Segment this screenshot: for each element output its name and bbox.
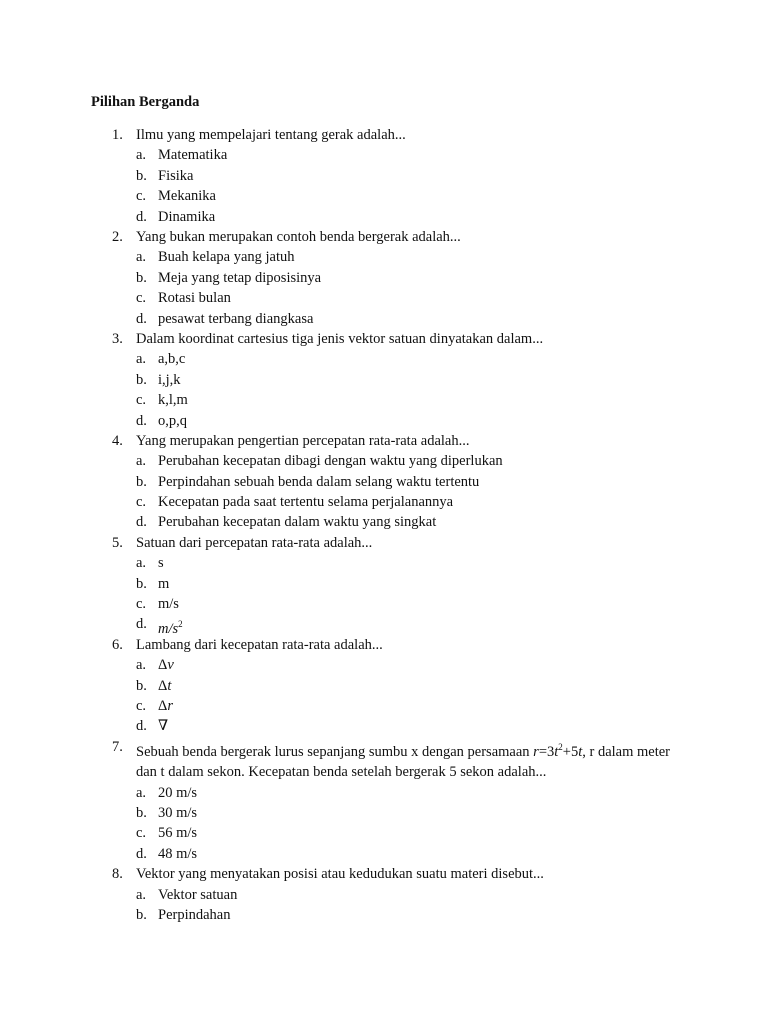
option-text: Dinamika bbox=[158, 208, 216, 225]
option-letter: c. bbox=[136, 596, 147, 613]
option-text: 30 m/s bbox=[158, 805, 198, 822]
question-row bbox=[0, 737, 768, 783]
option-item bbox=[0, 844, 768, 864]
option-item bbox=[0, 451, 768, 471]
option-letter: d. bbox=[136, 412, 147, 429]
delta-symbol: Δ bbox=[158, 677, 168, 694]
option-text: Kecepatan pada saat tertentu selama perjalanannya bbox=[158, 494, 454, 511]
option-text: Perpindahan bbox=[158, 906, 231, 923]
nabla-symbol: ∇ bbox=[158, 718, 169, 735]
question-number: 5. bbox=[112, 534, 123, 551]
option-formula bbox=[158, 696, 173, 716]
motion-equation bbox=[533, 741, 583, 760]
eq-plus-five: +5 bbox=[562, 743, 579, 760]
option-item bbox=[0, 655, 768, 675]
option-item bbox=[0, 553, 768, 573]
option-letter: b. bbox=[136, 371, 147, 388]
eq-t: t bbox=[554, 743, 559, 760]
option-text: 56 m/s bbox=[158, 825, 198, 842]
question-text: Dalam koordinat cartesius tiga jenis vektor satuan dinyatakan dalam... bbox=[136, 330, 544, 347]
option-text: Vektor satuan bbox=[158, 886, 238, 903]
question-number: 6. bbox=[112, 636, 123, 653]
question-text: Lambang dari kecepatan rata-rata adalah... bbox=[136, 636, 383, 653]
option-letter: a. bbox=[136, 555, 147, 572]
question-text-before: Sebuah benda bergerak lurus sepanjang sumbu x dengan persamaan bbox=[136, 743, 534, 760]
option-item bbox=[0, 411, 768, 431]
formula-variable: v bbox=[167, 657, 174, 674]
option-item bbox=[0, 145, 768, 165]
option-item bbox=[0, 905, 768, 925]
option-item bbox=[0, 823, 768, 843]
option-text: Matematika bbox=[158, 147, 228, 164]
option-text: a,b,c bbox=[158, 351, 186, 368]
option-letter: a. bbox=[136, 351, 147, 368]
question-number: 2. bbox=[112, 228, 123, 245]
option-letter: b. bbox=[136, 805, 147, 822]
option-letter: c. bbox=[136, 392, 147, 409]
formula-exponent: 2 bbox=[178, 619, 183, 630]
option-item bbox=[0, 512, 768, 532]
option-item bbox=[0, 472, 768, 492]
option-letter: a. bbox=[136, 886, 147, 903]
option-item bbox=[0, 574, 768, 594]
option-letter: a. bbox=[136, 249, 147, 266]
option-letter: a. bbox=[136, 784, 147, 801]
question-number: 7. bbox=[112, 738, 123, 755]
option-letter: d. bbox=[136, 845, 147, 862]
option-text: Meja yang tetap diposisinya bbox=[158, 269, 322, 286]
option-letter: a. bbox=[136, 453, 147, 470]
question-row bbox=[0, 227, 768, 247]
question-text: Vektor yang menyatakan posisi atau kedudukan suatu materi disebut... bbox=[136, 866, 544, 883]
option-letter: c. bbox=[136, 825, 147, 842]
option-letter: b. bbox=[136, 473, 147, 490]
question-number: 1. bbox=[112, 127, 123, 143]
question-row bbox=[0, 533, 768, 553]
eq-r: r bbox=[533, 743, 539, 760]
question-item bbox=[0, 864, 768, 925]
option-text: Mekanika bbox=[158, 188, 216, 205]
option-letter: c. bbox=[136, 290, 147, 307]
option-text: Fisika bbox=[158, 167, 194, 184]
question-number: 4. bbox=[112, 432, 123, 449]
option-item bbox=[0, 803, 768, 823]
delta-symbol: Δ bbox=[158, 657, 168, 674]
section-heading: Pilihan Berganda bbox=[91, 94, 200, 110]
option-formula bbox=[158, 676, 171, 696]
eq-t: t bbox=[578, 743, 583, 760]
formula-variable: r bbox=[167, 698, 173, 715]
option-letter: b. bbox=[136, 677, 147, 694]
option-text: o,p,q bbox=[158, 412, 187, 429]
question-row bbox=[0, 635, 768, 655]
question-text-after: , r dalam meter dan t dalam sekon. Kecepatan benda setelah bergerak 5 sekon adalah... bbox=[136, 743, 671, 781]
delta-symbol: Δ bbox=[158, 698, 168, 715]
option-item bbox=[0, 207, 768, 227]
option-item bbox=[0, 390, 768, 410]
question-item bbox=[0, 329, 768, 431]
question-text: Ilmu yang mempelajari tentang gerak adalah... bbox=[136, 127, 406, 143]
option-letter: d. bbox=[136, 718, 147, 735]
option-text: s bbox=[158, 555, 164, 572]
question-row bbox=[0, 125, 768, 145]
option-item bbox=[0, 247, 768, 267]
question-item bbox=[0, 635, 768, 737]
question-row bbox=[0, 864, 768, 884]
question-number: 8. bbox=[112, 866, 123, 883]
question-text: Yang merupakan pengertian percepatan rata-rata adalah... bbox=[136, 432, 470, 449]
option-text: i,j,k bbox=[158, 371, 181, 388]
question-item bbox=[0, 533, 768, 638]
option-item bbox=[0, 492, 768, 512]
option-text: Perubahan kecepatan dalam waktu yang singkat bbox=[158, 514, 437, 531]
option-text: 48 m/s bbox=[158, 845, 198, 862]
option-text: 20 m/s bbox=[158, 784, 198, 801]
option-text: m bbox=[158, 575, 170, 592]
formula-text: m/s bbox=[158, 621, 179, 638]
formula-variable: t bbox=[167, 677, 172, 694]
option-text: Perpindahan sebuah benda dalam selang waktu tertentu bbox=[158, 473, 480, 490]
option-letter: a. bbox=[136, 657, 147, 674]
option-item bbox=[0, 885, 768, 905]
option-item bbox=[0, 370, 768, 390]
option-letter: d. bbox=[136, 208, 147, 225]
option-item bbox=[0, 783, 768, 803]
option-text: Perubahan kecepatan dibagi dengan waktu yang diperlukan bbox=[158, 453, 503, 470]
eq-equals-three: =3 bbox=[538, 743, 555, 760]
question-text: Satuan dari percepatan rata-rata adalah... bbox=[136, 534, 373, 551]
question-row bbox=[0, 431, 768, 451]
question-text bbox=[136, 737, 676, 783]
option-item bbox=[0, 268, 768, 288]
question-item bbox=[0, 227, 768, 329]
option-item bbox=[0, 696, 768, 716]
question-list bbox=[0, 125, 768, 925]
option-item bbox=[0, 349, 768, 369]
option-item bbox=[0, 309, 768, 329]
option-letter: d. bbox=[136, 616, 147, 633]
option-letter: c. bbox=[136, 188, 147, 205]
option-item bbox=[0, 716, 768, 736]
option-letter: b. bbox=[136, 575, 147, 592]
option-text: pesawat terbang diangkasa bbox=[158, 310, 314, 327]
option-item bbox=[0, 594, 768, 614]
option-text: Buah kelapa yang jatuh bbox=[158, 249, 295, 266]
option-letter: c. bbox=[136, 494, 147, 511]
option-letter: d. bbox=[136, 514, 147, 531]
question-item bbox=[0, 431, 768, 533]
option-letter: c. bbox=[136, 698, 147, 715]
option-letter: b. bbox=[136, 906, 147, 923]
option-letter: d. bbox=[136, 310, 147, 327]
option-formula bbox=[158, 655, 174, 675]
option-item bbox=[0, 288, 768, 308]
option-letter: a. bbox=[136, 147, 147, 164]
question-number: 3. bbox=[112, 330, 123, 347]
question-row bbox=[0, 329, 768, 349]
option-item bbox=[0, 186, 768, 206]
option-letter: b. bbox=[136, 167, 147, 184]
option-text: m/s bbox=[158, 596, 179, 613]
eq-exponent: 2 bbox=[558, 741, 563, 752]
option-text: Rotasi bulan bbox=[158, 290, 231, 307]
option-text: k,l,m bbox=[158, 392, 188, 409]
option-item bbox=[0, 676, 768, 696]
option-item bbox=[0, 614, 768, 638]
option-item bbox=[0, 166, 768, 186]
question-text: Yang bukan merupakan contoh benda bergerak adalah... bbox=[136, 228, 461, 245]
question-item bbox=[0, 737, 768, 864]
question-item bbox=[0, 125, 768, 227]
option-letter: b. bbox=[136, 269, 147, 286]
